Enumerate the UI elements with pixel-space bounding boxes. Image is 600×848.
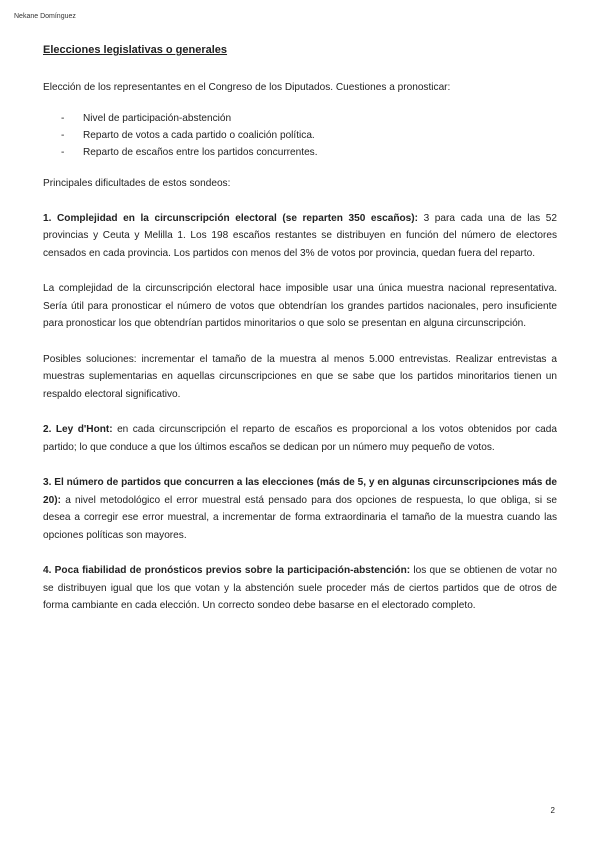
list-item-text: Reparto de escaños entre los partidos concurrentes. <box>83 147 318 158</box>
point-4-heading: 4. Poca fiabilidad de pronósticos previos sobre la participación-abstención: <box>43 565 411 576</box>
point-4-paragraph <box>43 562 557 615</box>
list-item <box>61 144 557 161</box>
point-1-paragraph <box>43 210 557 263</box>
point-3-text: a nivel metodológico el error muestral está pensado para dos opciones de respuesta, lo que obliga, si se desea a corregir ese error muestral, a incrementar de forma extraordinaria el tamaño de la muestra cuando las opciones políticas son mayores. <box>43 494 557 541</box>
bullet-marker: - <box>61 130 65 141</box>
point-3-paragraph <box>43 474 557 544</box>
point-1-paragraph-3: Posibles soluciones: incrementar el tamaño de la muestra al menos 5.000 entrevistas. Realizar entrevistas a muestras suplementarias en aquellas circunscripciones en que se sabe que los partidos minoritarios tienen un respaldo electoral significativo. <box>43 353 557 400</box>
point-3-heading: 3. El número de partidos que concurren a las elecciones (más de 5, y en algunas circunscripciones más de 20): <box>43 477 557 506</box>
list-item <box>61 127 557 144</box>
point-4-text: los que se obtienen de votar no se distribuyen igual que los que votan y la abstención suele proceder más de ciertos partidos que de otros de forma cambiante en cada elección. Un correcto sondeo debe basarse en el electorado completo. <box>43 565 557 611</box>
point-2-paragraph <box>43 421 557 456</box>
point-1-paragraph-2: La complejidad de la circunscripción electoral hace imposible usar una única muestra nacional representativa. Sería útil para pronosticar el número de votos que obtendrían los grandes partidos nacionales, pero insuficiente para pronosticar los que obtendrían partidos minoritarios o que solo se presentan en alguna circunscripción. <box>43 283 557 329</box>
list-item-text: Nivel de participación-abstención <box>83 113 232 124</box>
document-body <box>43 42 557 615</box>
point-1-text: 3 para cada una de las 52 provincias y Ceuta y Melilla 1. Los 198 escaños restantes se distribuyen en función del número de electores censados en cada provincia. Los partidos con menos del 3% de votos por provincia, quedan fuera del reparto. <box>43 212 557 259</box>
intro-paragraph: Elección de los representantes en el Congreso de los Diputados. Cuestiones a pronosticar: <box>43 81 451 93</box>
list-item-text: Reparto de votos a cada partido o coalición política. <box>83 130 315 141</box>
section-title: Elecciones legislativas o generales <box>43 44 228 56</box>
point-2-heading: 2. Ley d'Hont: <box>43 424 113 435</box>
point-2-text: en cada circunscripción el reparto de escaños es proporcional a los votos obtenidos por cada partido; lo que conduce a que los últimos escaños se dedican por un número muy pequeño de votos. <box>43 424 557 453</box>
difficulties-intro: Principales dificultades de estos sondeos: <box>43 178 231 189</box>
forecast-list <box>61 110 557 161</box>
list-item <box>61 110 557 127</box>
bullet-marker: - <box>61 113 65 124</box>
bullet-marker: - <box>61 147 65 158</box>
page-number: 2 <box>550 806 555 815</box>
author-name: Nekane Domínguez <box>14 13 76 20</box>
point-1-heading: 1. Complejidad en la circunscripción electoral (se reparten 350 escaños): <box>43 212 419 224</box>
